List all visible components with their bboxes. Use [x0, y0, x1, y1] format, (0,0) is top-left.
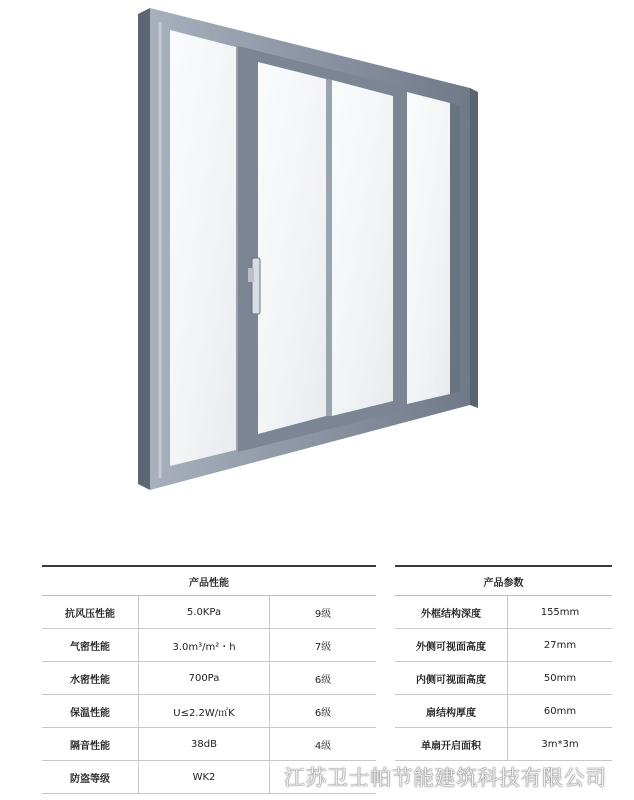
perf-grade: 6级 — [270, 695, 377, 728]
param-value: 155mm — [508, 596, 613, 629]
sash-handle — [252, 258, 260, 314]
perf-grade: 9级 — [270, 596, 377, 629]
param-label: 内侧可视面高度 — [395, 662, 508, 695]
perf-label: 抗风压性能 — [42, 596, 139, 629]
param-label: 单扇开启面积 — [395, 728, 508, 761]
perf-value: 38dB — [139, 728, 270, 761]
param-value: 27mm — [508, 629, 613, 662]
right-glass-pane — [407, 92, 450, 404]
table-row — [42, 695, 376, 728]
perf-grade: 7级 — [270, 629, 377, 662]
perf-value: 5.0KPa — [139, 596, 270, 629]
table-row — [42, 662, 376, 695]
table-row — [395, 629, 612, 662]
perf-value: 700Pa — [139, 662, 270, 695]
param-label: 外框结构深度 — [395, 596, 508, 629]
param-value: 60mm — [508, 695, 613, 728]
outer-frame-depth — [138, 8, 150, 490]
perf-label: 保温性能 — [42, 695, 139, 728]
table-row — [42, 596, 376, 629]
param-value: 50mm — [508, 662, 613, 695]
left-glass-pane — [170, 30, 236, 466]
perf-grade: 4级 — [270, 728, 377, 761]
parameter-table — [395, 565, 612, 761]
table-row — [395, 695, 612, 728]
table-row — [42, 728, 376, 761]
perf-value: U≤2.2W/㎡K — [139, 695, 270, 728]
table-row — [395, 662, 612, 695]
sash-glass-right — [332, 80, 393, 416]
param-label: 外侧可视面高度 — [395, 629, 508, 662]
table-row — [395, 596, 612, 629]
perf-value: 3.0m³/m²・h — [139, 629, 270, 662]
company-watermark: 江苏卫士帕节能建筑科技有限公司 — [284, 766, 607, 790]
perf-label: 隔音性能 — [42, 728, 139, 761]
performance-table-title: 产品性能 — [42, 566, 376, 596]
perf-label: 防盗等级 — [42, 761, 139, 794]
table-row — [42, 629, 376, 662]
sash-meeting-rail — [326, 79, 332, 416]
parameter-table-title: 产品参数 — [395, 566, 612, 596]
perf-label: 气密性能 — [42, 629, 139, 662]
performance-table — [42, 565, 376, 794]
perf-value: WK2 — [139, 761, 270, 794]
table-row — [395, 728, 612, 761]
sash-glass-left — [258, 62, 326, 434]
perf-grade: 6级 — [270, 662, 377, 695]
param-label: 扇结构厚度 — [395, 695, 508, 728]
param-value: 3m*3m — [508, 728, 613, 761]
perf-label: 水密性能 — [42, 662, 139, 695]
